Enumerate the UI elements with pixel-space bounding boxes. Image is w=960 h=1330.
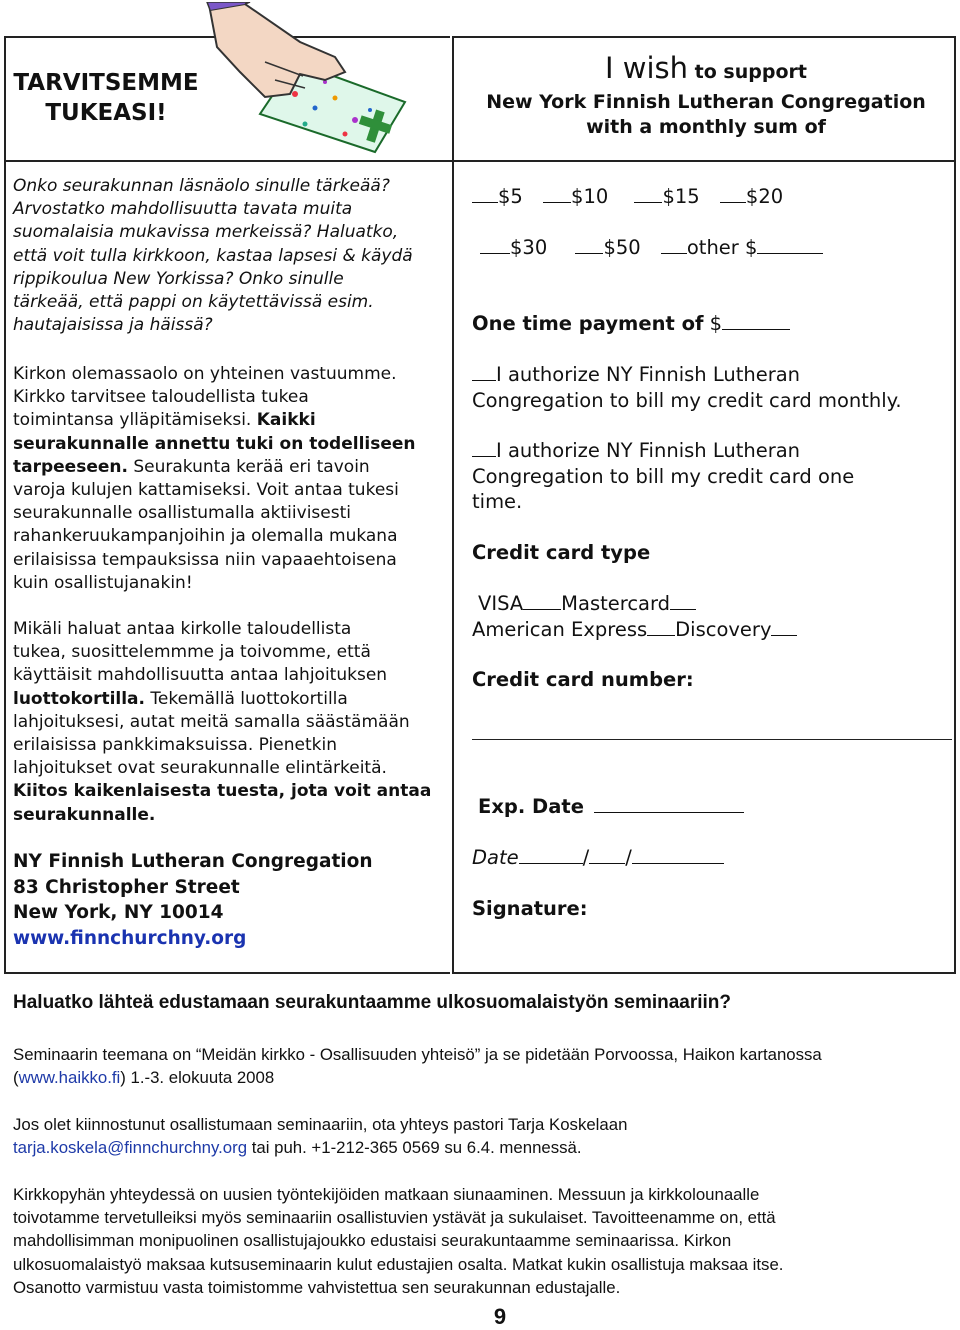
seminar-paragraph-1: [13, 1043, 948, 1089]
wish-line-2: New York Finnish Lutheran Congregation: [486, 91, 926, 113]
address-line: New York, NY 10014: [13, 902, 224, 923]
title-line-1: TARVITSEMME: [13, 70, 199, 96]
discovery-blank[interactable]: [771, 618, 797, 636]
amount-10-blank[interactable]: [543, 185, 571, 203]
responsibility-paragraph: [13, 363, 416, 595]
date-month-field[interactable]: [519, 846, 583, 864]
text-line: [13, 409, 416, 432]
date-year-field[interactable]: [632, 846, 724, 864]
intro-line: Arvostatko mahdollisuutta tavata muita: [13, 199, 353, 220]
visa-label: VISA: [478, 592, 524, 615]
visa-blank[interactable]: [523, 592, 561, 610]
text-line: ulkosuomalaistyö maksaa kutsuseminaarin kulut edustajien osalta. Matkat kukin osallistuja maksaa itse.: [13, 1254, 784, 1274]
text-span: tai puh. +1-212-365 0569 su 6.4. mennessä.: [247, 1138, 582, 1158]
exp-date: [472, 794, 744, 820]
text-line: [13, 1136, 948, 1159]
bold-span: tarpeeseen.: [13, 456, 128, 477]
amount-20-blank[interactable]: [720, 185, 746, 203]
card-number-label: Credit card number:: [472, 668, 694, 691]
intro-line: rippikoulua New Yorkissa? Onko sinulle: [13, 268, 344, 289]
one-time-label: One time payment of: [472, 312, 704, 335]
intro-line: tärkeää, että pappi on käytettävissä esim.: [13, 292, 374, 313]
text-line: toivotamme tervetulleiksi myös seminaariin osallistuvien ystävät ja sukulaiset. Tavoitteenamme on, että: [13, 1208, 776, 1228]
wish-line-3: with a monthly sum of: [586, 116, 826, 138]
one-time-payment: [472, 311, 790, 337]
intro-line: että voit tulla kirkkoon, kastaa lapsesi & käydä: [13, 245, 413, 266]
bold-span: Kaikki: [256, 410, 316, 431]
hand-giving-money-illustration: [205, 2, 440, 157]
text-span: ) 1.-3. elokuuta 2008: [120, 1068, 275, 1088]
one-time-auth-checkbox[interactable]: [472, 439, 496, 457]
text-line: Seminaarin teemana on “Meidän kirkko - Osallisuuden yhteisö” ja se pidetään Porvoossa, Haikon kartanossa: [13, 1045, 822, 1064]
dollar-sign: $: [703, 312, 723, 335]
text-line: seurakunnalle osallistumalla aktiivisesti: [13, 503, 351, 524]
mastercard-label: Mastercard: [561, 592, 671, 615]
text-span: (: [13, 1068, 19, 1088]
other-amount-label: other $: [686, 236, 758, 259]
monthly-authorization: [472, 362, 902, 413]
date-label: Date: [472, 846, 519, 869]
text-line: erilaisissa pankkimaksuissa. Pienetkin: [13, 735, 337, 756]
text-line: Congregation to bill my credit card monthly.: [472, 388, 902, 412]
text-line: käyttäisit mahdollisuutta antaa lahjoituksen: [13, 665, 388, 686]
date-day-field[interactable]: [589, 846, 625, 864]
amount-30-blank[interactable]: [480, 236, 510, 254]
amount-30-label: $30: [510, 236, 548, 259]
one-time-authorization: [472, 438, 854, 515]
wish-small-text: to support: [688, 61, 807, 83]
amount-10-label: $10: [571, 185, 609, 208]
text-line: kuin osallistujanakin!: [13, 572, 193, 593]
text-line: Mikäli haluat antaa kirkolle taloudellista: [13, 619, 352, 639]
text-line: rahankeruukampanjoihin ja olemalla mukana: [13, 526, 398, 547]
other-amount-blank[interactable]: [661, 236, 687, 254]
discovery-label: Discovery: [675, 617, 772, 641]
seminar-paragraph-3: [13, 1183, 948, 1299]
text-line: Congregation to bill my credit card one: [472, 464, 855, 488]
exp-date-label: Exp. Date: [478, 795, 584, 818]
text-line: mahdollisimman monipuolinen osallistujajoukko edustaisi seurakuntaamme seminaarissa. Kirkon: [13, 1231, 732, 1251]
haikko-link[interactable]: www.haikko.fi: [18, 1068, 121, 1088]
intro-line: Onko seurakunnan läsnäolo sinulle tärkeää?: [13, 176, 390, 196]
mastercard-blank[interactable]: [670, 592, 696, 610]
text-line: tukea, suosittelemmme ja toivomme, että: [13, 642, 371, 663]
text-line: [13, 688, 431, 711]
text-line: Osanotto varmistuu vasta toimistomme vahvistettua sen seurakunnan edustajalle.: [13, 1277, 621, 1297]
page-number: 9: [493, 1304, 507, 1329]
bold-span: luottokortilla.: [13, 688, 145, 709]
address-line: NY Finnish Lutheran Congregation: [13, 851, 373, 872]
text-line: Kirkkopyhän yhteydessä on uusien työntekijöiden matkaan siunaaminen. Messuun ja kirkkolounaalle: [13, 1185, 760, 1204]
slash: /: [582, 846, 590, 869]
intro-paragraph: [13, 175, 413, 337]
address-line: 83 Christopher Street: [13, 876, 240, 898]
text-line: time.: [472, 490, 523, 513]
card-type-options: [472, 591, 797, 642]
seminar-paragraph-2: [13, 1113, 948, 1159]
text-line: seurakunnalle.: [13, 804, 156, 825]
amex-blank[interactable]: [647, 618, 675, 636]
amount-50-label: $50: [603, 236, 641, 259]
text-span: toimintansa ylläpitämiseksi.: [13, 410, 257, 431]
text-line: erilaisissa tempauksissa niin vapaaehtoisena: [13, 549, 397, 570]
amount-15-blank[interactable]: [634, 185, 662, 203]
text-span: Tekemällä luottokortilla: [145, 688, 348, 709]
one-time-amount-field[interactable]: [722, 312, 790, 330]
other-amount-field[interactable]: [757, 236, 823, 254]
amount-row-2: [472, 235, 823, 261]
amex-label: American Express: [472, 617, 648, 641]
text-span: Seurakunta kerää eri tavoin: [127, 456, 370, 477]
text-line: lahjoitukset ovat seurakunnalle elintärkeitä.: [13, 758, 387, 779]
text-line: [13, 1066, 948, 1089]
text-line: Kirkon olemassaolo on yhteinen vastuumme.: [13, 364, 397, 384]
church-address: [13, 849, 373, 951]
exp-date-field[interactable]: [594, 795, 744, 813]
text-line: lahjoituksesi, autat meitä samalla säästämään: [13, 711, 410, 732]
text-line: seurakunnalle annettu tuki on todelliseen: [13, 433, 416, 454]
amount-5-label: $5: [498, 185, 523, 208]
amount-row-1: [472, 184, 783, 210]
text-span: I authorize NY Finnish Lutheran: [496, 363, 801, 386]
text-line: Kirkko tarvitsee taloudellista tukea: [13, 387, 309, 408]
credit-card-paragraph: [13, 618, 431, 827]
amount-50-blank[interactable]: [575, 236, 603, 254]
seminar-heading: Haluatko lähteä edustamaan seurakuntaamme ulkosuomalaistyön seminaariin?: [13, 992, 732, 1013]
email-link[interactable]: tarja.koskela@finnchurchny.org: [13, 1138, 248, 1158]
amount-5-blank[interactable]: [472, 185, 498, 203]
intro-line: suomalaisia mukavissa merkeissä? Haluatko,: [13, 222, 399, 243]
signature-label: Signature:: [472, 897, 588, 920]
card-type-label: Credit card type: [472, 541, 651, 564]
date-row: [472, 845, 724, 871]
intro-line: hautajaisissa ja häissä?: [13, 315, 213, 336]
support-heading: [456, 50, 956, 140]
amount-20-label: $20: [745, 185, 784, 208]
column-divider: [452, 36, 454, 974]
page-title: [8, 68, 204, 128]
header-divider: [4, 160, 956, 162]
text-line: Kiitos kaikenlaisesta tuesta, jota voit antaa: [13, 781, 432, 802]
monthly-auth-checkbox[interactable]: [472, 363, 496, 381]
text-line: varoja kulujen kattamiseksi. Voit antaa tukesi: [13, 480, 399, 501]
amount-15-label: $15: [662, 185, 700, 208]
wish-big-text: I wish: [605, 51, 689, 85]
website-link[interactable]: www.finnchurchny.org: [13, 927, 247, 949]
card-number-field[interactable]: [472, 739, 952, 740]
text-span: I authorize NY Finnish Lutheran: [496, 439, 801, 462]
text-line: Jos olet kiinnostunut osallistumaan seminaariin, ota yhteys pastori Tarja Koskelaan: [13, 1115, 628, 1134]
slash: /: [625, 846, 632, 869]
text-line: [13, 456, 416, 479]
title-line-2: TUKEASI!: [45, 100, 167, 126]
